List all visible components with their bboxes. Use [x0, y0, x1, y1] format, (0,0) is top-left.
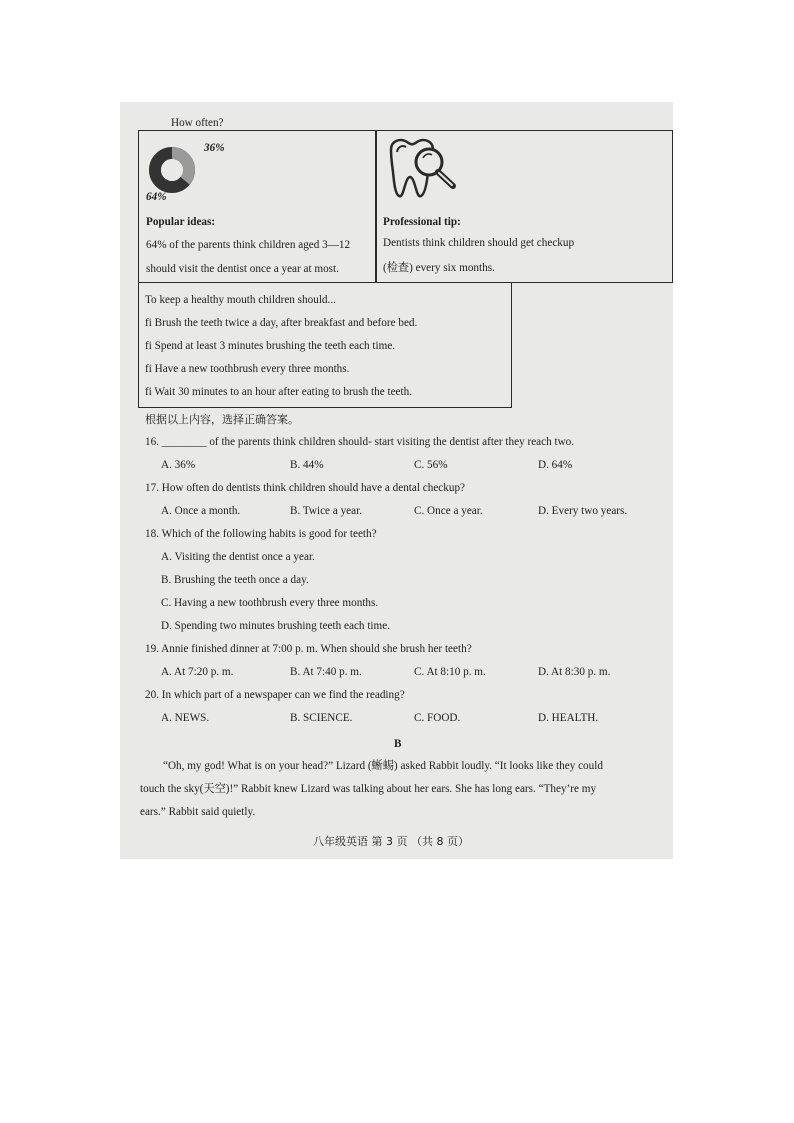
question-19-stem: 19. Annie finished dinner at 7:00 p. m. When should she brush her teeth?: [145, 643, 472, 655]
question-17-option-d: D. Every two years.: [538, 505, 628, 517]
popular-ideas-heading: Popular ideas:: [146, 216, 216, 228]
question-20-option-a: A. NEWS.: [161, 712, 210, 724]
question-16-option-a: A. 36%: [161, 459, 196, 471]
tooth-magnifier-icon: [383, 136, 465, 208]
question-17-stem: 17. How often do dentists think children should have a dental checkup?: [145, 482, 466, 494]
question-19-option-c: C. At 8:10 p. m.: [414, 666, 486, 678]
question-19-option-a: A. At 7:20 p. m.: [161, 666, 234, 678]
question-20-option-c: C. FOOD.: [414, 712, 461, 724]
section-b-line3: ears.” Rabbit said quietly.: [140, 806, 256, 818]
question-16-stem: 16. ________ of the parents think children should- start visiting the dentist after they reach two.: [145, 436, 575, 448]
question-18-option-a: A. Visiting the dentist once a year.: [161, 551, 315, 563]
question-20-option-b: B. SCIENCE.: [290, 712, 353, 724]
question-16-option-d: D. 64%: [538, 459, 573, 471]
habits-intro: To keep a healthy mouth children should...: [145, 294, 336, 306]
popular-ideas-line1: 64% of the parents think children aged 3—12: [146, 239, 351, 251]
question-19-option-b: B. At 7:40 p. m.: [290, 666, 362, 678]
donut-label-36: 36%: [204, 142, 225, 154]
section-b-line1: “Oh, my god! What is on your head?” Lizard (蜥蜴) asked Rabbit loudly. “It looks like they could: [163, 760, 603, 772]
section-b-line2: touch the sky(天空)!” Rabbit knew Lizard was talking about her ears. She has long ears. “They’re my: [140, 783, 597, 795]
question-18-option-d: D. Spending two minutes brushing teeth each time.: [161, 620, 390, 632]
habit-item: fi Have a new toothbrush every three months.: [145, 363, 350, 375]
question-16-option-c: C. 56%: [414, 459, 448, 471]
donut-label-64: 64%: [146, 191, 167, 203]
question-20-option-d: D. HEALTH.: [538, 712, 599, 724]
habit-item: fi Wait 30 minutes to an hour after eating to brush the teeth.: [145, 386, 413, 398]
question-16-option-b: B. 44%: [290, 459, 324, 471]
professional-tip-line1: Dentists think children should get checkup: [383, 237, 575, 249]
how-often-label: How often?: [171, 117, 224, 129]
question-17-option-a: A. Once a month.: [161, 505, 241, 517]
popular-ideas-line2: should visit the dentist once a year at most.: [146, 263, 339, 275]
page-footer: 八年级英语 第 3 页 （共 8 页）: [313, 835, 469, 848]
habit-item: fi Spend at least 3 minutes brushing the teeth each time.: [145, 340, 396, 352]
professional-tip-heading: Professional tip:: [383, 216, 461, 228]
habit-item: fi Brush the teeth twice a day, after breakfast and before bed.: [145, 317, 418, 329]
exam-page: [120, 102, 673, 859]
question-18-option-c: C. Having a new toothbrush every three months.: [161, 597, 379, 609]
donut-hole: [161, 159, 183, 181]
question-17-option-c: C. Once a year.: [414, 505, 483, 517]
question-18-option-b: B. Brushing the teeth once a day.: [161, 574, 309, 586]
question-19-option-d: D. At 8:30 p. m.: [538, 666, 611, 678]
professional-tip-line2: (检查) every six months.: [383, 262, 495, 274]
question-20-stem: 20. In which part of a newspaper can we find the reading?: [145, 689, 405, 701]
section-b-label: B: [394, 738, 402, 750]
question-17-option-b: B. Twice a year.: [290, 505, 363, 517]
question-18-stem: 18. Which of the following habits is good for teeth?: [145, 528, 377, 540]
instruction-text: 根据以上内容，选择正确答案。: [145, 413, 299, 426]
